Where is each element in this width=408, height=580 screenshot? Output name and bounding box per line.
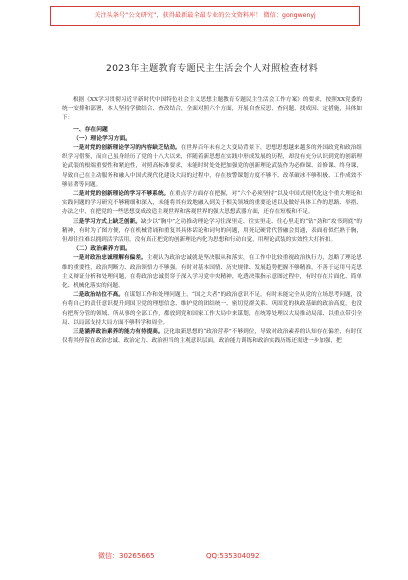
document-title: 2023年主题教育专题民主生活会个人对照检查材料 xyxy=(106,63,318,74)
paragraph-6-body: 泛化取新思想的“政治营养”不够到位，导致对政治素养的认知存在偏差，有时仅仅将其停留在政治忠诚、政治定力、政治担当的主观意识层面，政治能力训练和政治实践历练还需进一步加强，把 xyxy=(62,329,362,345)
footer-wechat: 微信：30265665 xyxy=(98,552,155,560)
paragraph-4 xyxy=(62,254,362,291)
paragraph-3-lead: 三是学习方式上缺乏创新。 xyxy=(73,218,141,225)
subsection-heading-political: （二）政治素养方面。 xyxy=(73,246,131,253)
top-banner: 关注头条号“公文研究”，获得最新最全最专业的公文资料库！ 微信：gongwenyj xyxy=(50,6,360,26)
paragraph-2 xyxy=(62,190,362,218)
paragraph-5-lead: 二是政治站位不高。 xyxy=(73,292,124,299)
document-body xyxy=(62,60,362,346)
paragraph-1-body: 在世界百年未有之大变局背景下，思想思想越来越多的外国政党和政治组织学习借鉴，而自己虽身经历了党的十八大以来，伴随着新思想在实践中形成发展的历程，却没有充分认识到党的创新理论武装的根端重要性和紧迫性，对照高标准要求，未能时时处处把加强党的创新理论武装作为必修课、首修课、终身课，导致自己在主动服务和融入中国式现代化建设大局的过程中，存在按警课划方度不够不、改革破冰不够积极、工作成效不够显著等问题。 xyxy=(62,145,362,188)
paragraph-6 xyxy=(62,328,362,346)
footer-qq: QQ:535304092 xyxy=(206,552,260,560)
section-heading-problems: 一、存在问题 xyxy=(73,126,108,133)
subsection-heading-theory: （一）理论学习方面。 xyxy=(73,135,131,142)
paragraph-6-lead: 三是涵养政治素养的能力有待提高。 xyxy=(73,329,164,336)
footer-contact xyxy=(0,548,408,564)
paragraph-5-body: 在谋划工作和处理问题上，“国之大者”的政治意识不足，有时未能完全从党的立场思考问题，没有将自己的责任意识提升到国卫党的理想信念、维护党的团结统一、密切党群关系、巩固党的执政基础的政治高度，也没有把所分管的领域、所从事的全部工作，都放到党和国家工作大局中来谋划，在统筹处理以大局推动局部、以重点带引全局、以局部支持大局方面不够科学和周全。 xyxy=(62,292,362,326)
paragraph-1-lead: 一是对党的创新理论学习的内容缺乏钻劲。 xyxy=(73,145,181,152)
paragraph-4-body: 主观认为政治忠诚就是坚决服从和落实，在工作中比较重视政治执行力，忽略了理论思维的重要性，政治判断力、政治领悟力不够强。有时对基本国情、历史规律、发展趋势把握不够精准，不善于运用马克思主义辩证分析和处理问题，在将政治忠诚贯穿于深入学习党中央精神，吃透决策指示意图过程中，有时存在片面化、简单化、机械化落实的问题。 xyxy=(62,255,362,290)
paragraph-3 xyxy=(62,218,362,246)
paragraph-1 xyxy=(62,144,362,190)
paragraph-2-lead: 二是对党的创新理论的学习不够系统。 xyxy=(73,191,170,198)
paragraph-3-body: 缺少以“胸中”之功推动理论学习往深里走、往实里走、往心里走的“钻”劲和“攻书到底”的精神，有时为了图方便，存在机械背诵和重复其具体话论和词句的问题，用死记硬背代替融会贯通，表面看似烂熟于胸，但却往往难以拥到活学活用，没有真正把党的创新理论内化为思想和行动自觉，用理论武装的实效性大打折扣。 xyxy=(62,218,362,244)
paragraph-4-lead: 一是对政治忠诚理解有偏差。 xyxy=(73,255,147,262)
paragraph-2-body: 在重点学方面存在把握，对“六个必须坚持”以及中国式现代化这个重大理论和实践问题的学习研究不够精细和深入，未能将其有效地融入到关于相关领域的重要论述以及做好具体工作的思路、举措、办法之中，在把党的一些思想变成改造主观世界和客观世界的强大思想武器方面，还存在短板和不足。 xyxy=(62,191,362,216)
paragraph-5 xyxy=(62,291,362,328)
intro-paragraph: 根据《XX学习贯彻习近平新时代中国特色社会主义思想主题教育专题民主生活会工作方案》的要求，按照XX党委的统一安排和部署，本人坚持学做结合、查改结合，全面对照六个方面，开展自查反思、查问题、找成因、定措施，具体如下： xyxy=(62,97,362,122)
